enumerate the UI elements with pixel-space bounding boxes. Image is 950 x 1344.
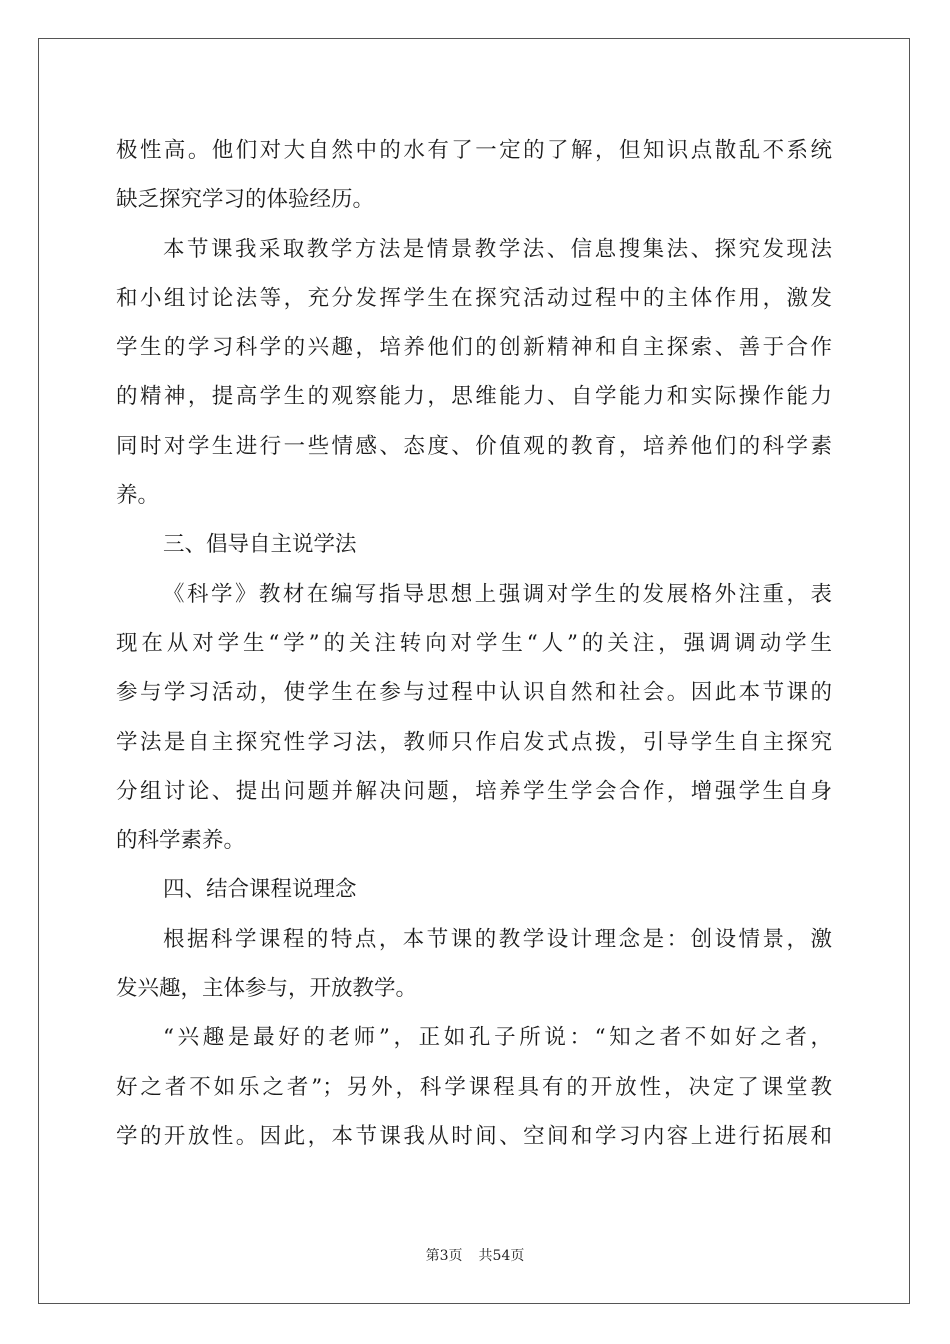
text-line: 发兴趣，主体参与，开放教学。 <box>116 976 418 1002</box>
page-number: 第3页 <box>425 1248 463 1264</box>
text-line: 分组讨论、提出问题并解决问题，培养学生学会合作，增强学生自身 <box>116 778 832 804</box>
text-line: 缺乏探究学习的体验经历。 <box>116 187 375 213</box>
text-line: 同时对学生进行一些情感、态度、价值观的教育，培养他们的科学素 <box>116 433 832 459</box>
text-line: 养。 <box>116 483 160 509</box>
page-footer <box>0 1246 950 1266</box>
text-line: 参与学习活动，使学生在参与过程中认识自然和社会。因此本节课的 <box>116 680 832 706</box>
text-line: 好之者不如乐之者”；另外，科学课程具有的开放性，决定了课堂教 <box>116 1074 832 1100</box>
text-line: 的精神，提高学生的观察能力，思维能力、自学能力和实际操作能力 <box>116 384 832 410</box>
section-heading: 三、倡导自主说学法 <box>163 532 357 558</box>
text-line: 极性高。他们对大自然中的水有了一定的了解，但知识点散乱不系统 <box>116 138 832 163</box>
section-heading: 四、结合课程说理念 <box>163 877 357 903</box>
text-line: 的科学素养。 <box>116 828 246 854</box>
text-line: 和小组讨论法等，充分发挥学生在探究活动过程中的主体作用，激发 <box>116 285 832 311</box>
text-line: 本节课我采取教学方法是情景教学法、信息搜集法、探究发现法 <box>163 236 832 262</box>
text-line: “兴趣是最好的老师”，正如孔子所说：“知之者不如好之者， <box>163 1025 832 1051</box>
text-line: 学的开放性。因此，本节课我从时间、空间和学习内容上进行拓展和 <box>116 1123 832 1149</box>
text-line: 学法是自主探究性学习法，教师只作启发式点拨，引导学生自主探究 <box>116 729 832 755</box>
page-total: 共54页 <box>478 1248 525 1264</box>
text-line: 《科学》教材在编写指导思想上强调对学生的发展格外注重，表 <box>163 581 832 607</box>
text-line: 现在从对学生“学”的关注转向对学生“人”的关注，强调调动学生 <box>116 630 832 656</box>
text-line: 学生的学习科学的兴趣，培养他们的创新精神和自主探索、善于合作 <box>116 335 832 361</box>
document-body <box>116 126 832 1161</box>
text-line: 根据科学课程的特点，本节课的教学设计理念是：创设情景，激 <box>163 926 832 952</box>
